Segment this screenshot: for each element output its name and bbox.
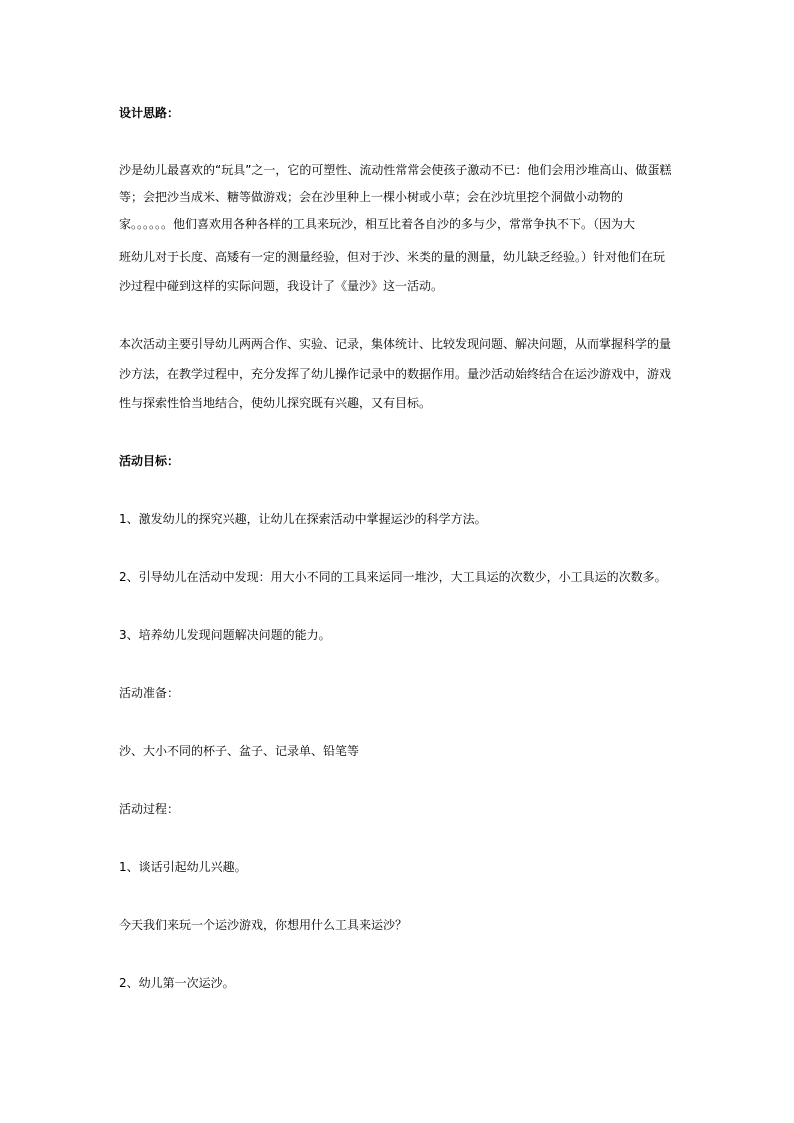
para1-line-5: 沙过程中碰到这样的实际问题，我设计了《量沙》这一活动。 (119, 279, 444, 293)
process-step-2: 2、幼儿第一次运沙。 (119, 976, 235, 990)
para1-line-2: 等；会把沙当成米、糖等做游戏；会在沙里种上一棵小树或小草；会在沙坑里挖个洞做小动物的 (119, 190, 624, 204)
heading-design-idea: 设计思路： (119, 106, 180, 120)
prep-materials: 沙、大小不同的杯子、盆子、记录单、铅笔等 (119, 744, 360, 758)
goal-item-3: 3、培养幼儿发现问题解决问题的能力。 (119, 628, 331, 642)
heading-activity-process: 活动过程： (119, 802, 180, 816)
para1-line-3: 家。。。。。。他们喜欢用各种各样的工具来玩沙，相互比着各自沙的多与少，常常争执不下。（因为大 (119, 217, 636, 231)
process-step-1-text: 今天我们来玩一个运沙游戏，你想用什么工具来运沙？ (119, 918, 408, 932)
para2-line-2: 沙方法，在教学过程中，充分发挥了幼儿操作记录中的数据作用。量沙活动始终结合在运沙游戏中，游戏 (119, 367, 672, 381)
para2-line-3: 性与探索性恰当地结合，使幼儿探究既有兴趣，又有目标。 (119, 396, 432, 410)
goal-item-1: 1、激发幼儿的探究兴趣，让幼儿在探索活动中掌握运沙的科学方法。 (119, 512, 487, 526)
heading-activity-goals: 活动目标： (119, 454, 180, 468)
para2-line-1: 本次活动主要引导幼儿两两合作、实验、记录，集体统计、比较发现问题、解决问题，从而掌握科学的量 (119, 337, 672, 351)
para1-line-1: 沙是幼儿最喜欢的“玩具”之一，它的可塑性、流动性常常会使孩子激动不已：他们会用沙堆高山、做蛋糕 (119, 163, 672, 177)
heading-activity-prep: 活动准备： (119, 686, 180, 700)
process-step-1: 1、谈话引起幼儿兴趣。 (119, 860, 247, 874)
goal-item-2: 2、引导幼儿在活动中发现：用大小不同的工具来运同一堆沙，大工具运的次数少，小工具运的次数多。 (119, 570, 667, 584)
para1-line-4: 班幼儿对于长度、高矮有一定的测量经验，但对于沙、米类的量的测量，幼儿缺乏经验。）针对他们在玩 (119, 250, 666, 264)
